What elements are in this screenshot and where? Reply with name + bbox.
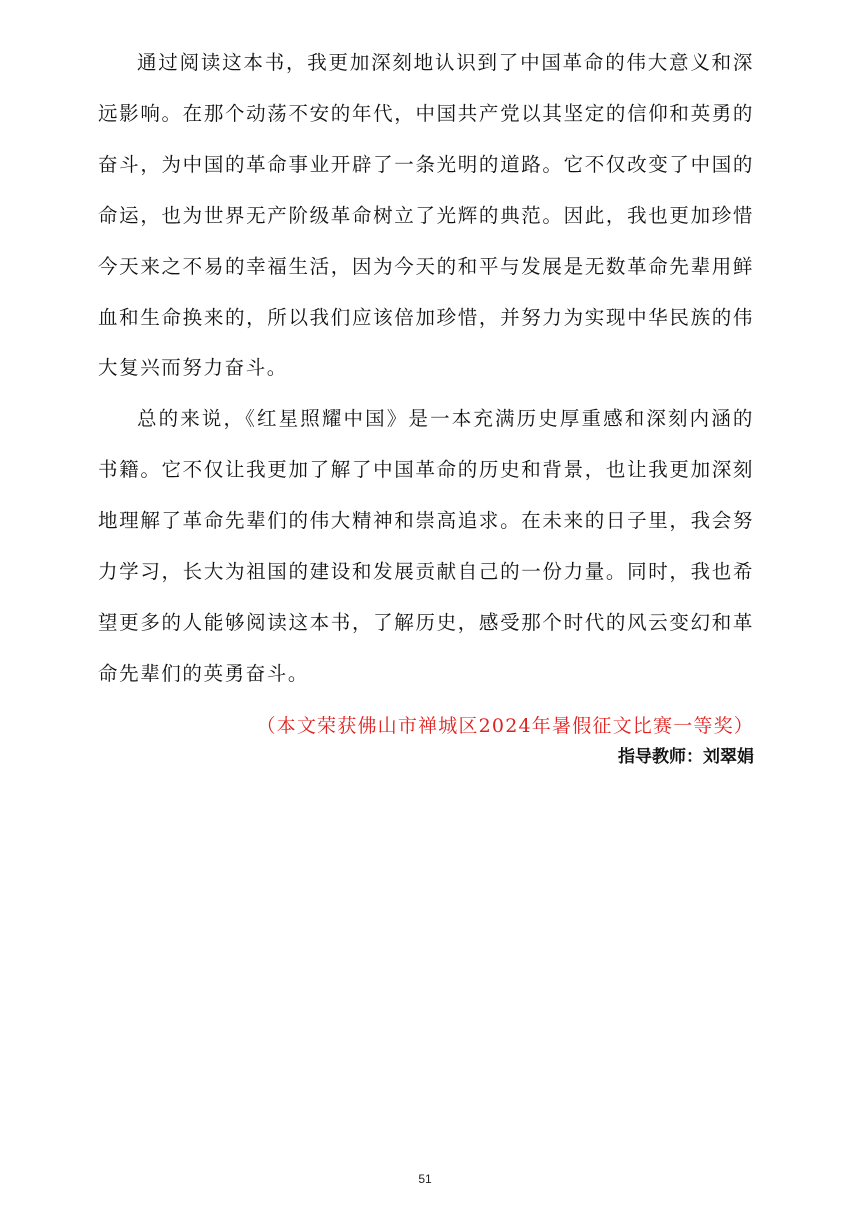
paragraph-conclusion: 总的来说，《红星照耀中国》是一本充满历史厚重感和深刻内涵的书籍。它不仅让我更加了解了中国革命的历史和背景，也让我更加深刻地理解了革命先辈们的伟大精神和崇高追求。在未来的日子里，我会努力学习，长大为祖国的建设和发展贡献自己的一份力量。同时，我也希望更多的人能够阅读这本书，了解历史，感受那个时代的风云变幻和革命先辈们的英勇奋斗。 (98, 407, 754, 685)
article-body (98, 38, 754, 770)
teacher-credit: 指导教师：刘翠娟 (618, 746, 754, 767)
award-note: （本文荣获佛山市禅城区2024年暑假征文比赛一等奖） (256, 714, 754, 737)
paragraph-reflection: 通过阅读这本书，我更加深刻地认识到了中国革命的伟大意义和深远影响。在那个动荡不安的年代，中国共产党以其坚定的信仰和英勇的奋斗，为中国的革命事业开辟了一条光明的道路。它不仅改变了中国的命运，也为世界无产阶级革命树立了光辉的典范。因此，我也更加珍惜今天来之不易的幸福生活，因为今天的和平与发展是无数革命先辈用鲜血和生命换来的，所以我们应该倍加珍惜，并努力为实现中华民族的伟大复兴而努力奋斗。 (98, 51, 754, 380)
page-number: 51 (418, 1172, 432, 1186)
